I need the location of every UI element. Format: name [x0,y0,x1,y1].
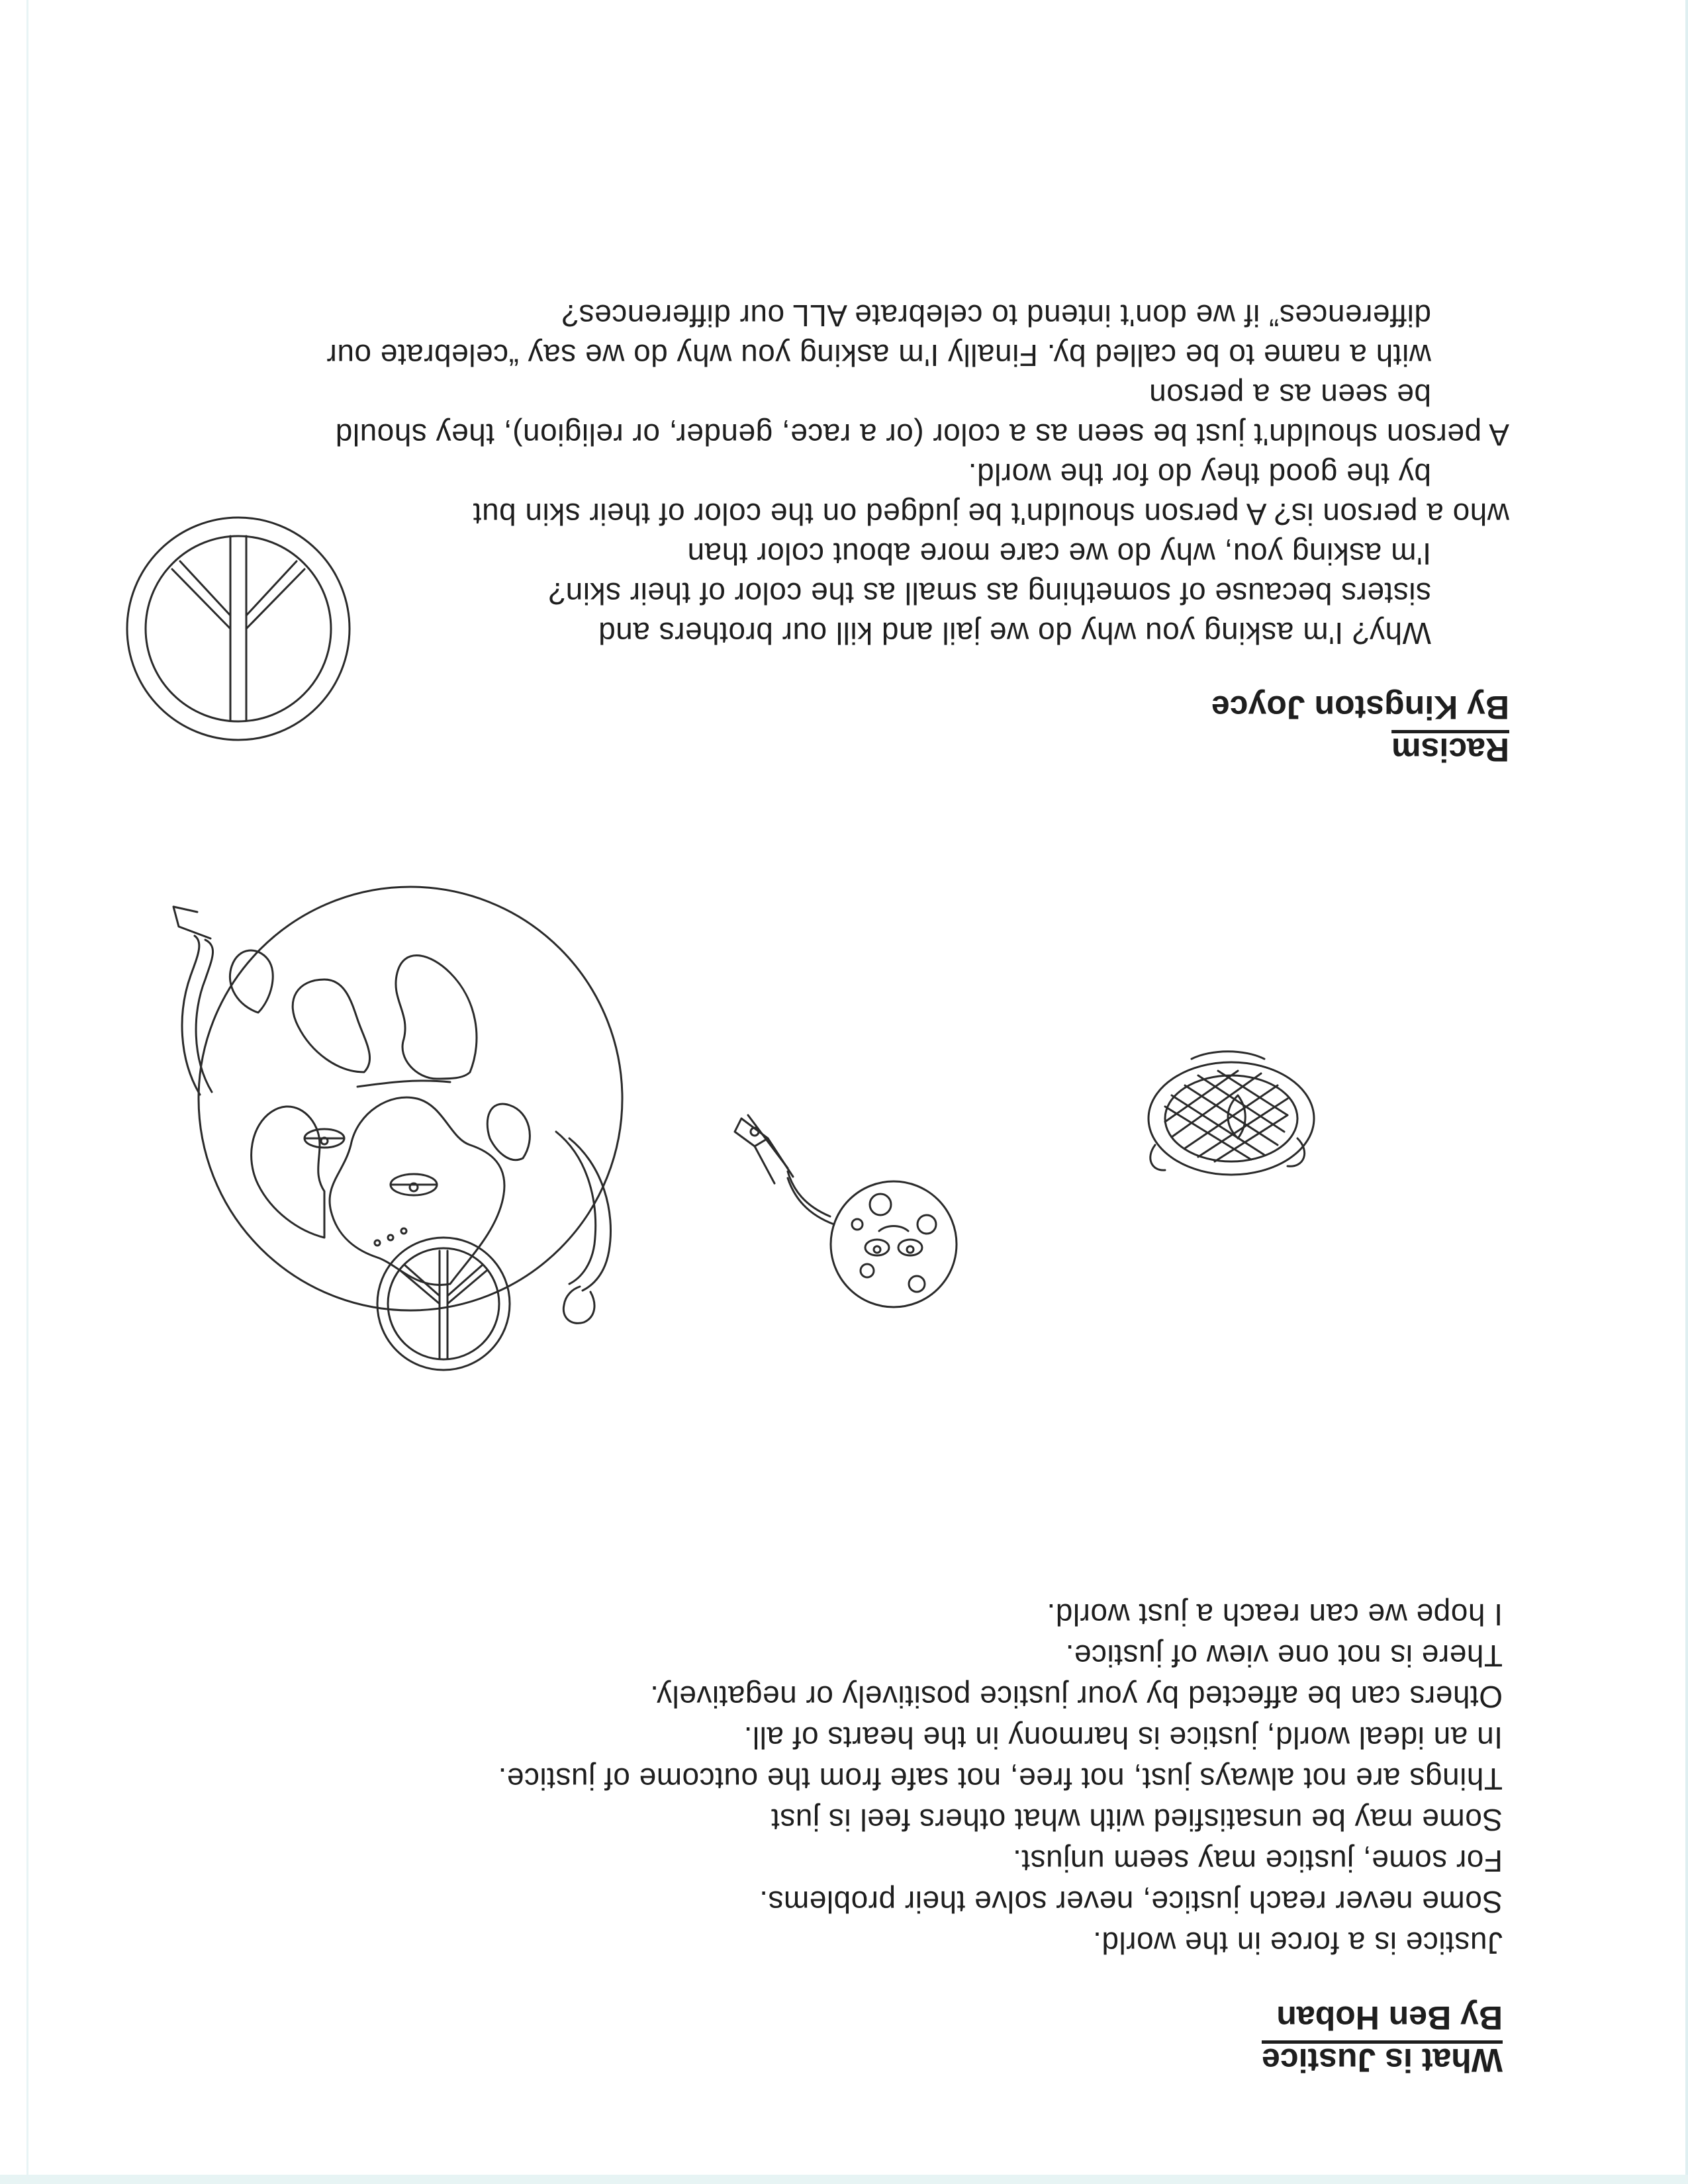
poem-line: Why? I'm asking you why do we jail and kill our brothers and [598,616,1431,651]
poem-author: By Ben Hoban [1276,1999,1503,2036]
poem-line: sisters because of something as small as the color of their skin? [548,576,1431,611]
poem-line: be seen as a person [1149,378,1431,412]
poem-body [498,1594,1503,1964]
basketball-drawing-icon [1125,1039,1324,1185]
poem-line: For some, justice may seem unjust. [1012,1844,1503,1878]
poem-author: By Kingston Joyce [1211,689,1509,726]
poem-line: Some never reach justice, never solve their problems. [759,1885,1503,1919]
scan-edge-top [0,2175,1688,2184]
poem-line: There is not one view of justice. [1065,1639,1503,1673]
poem-line: with a name to be called by. Finally I'm asking you why do we say “celebrate our [326,338,1431,373]
scan-edge-right [26,0,28,2184]
poem-body [326,296,1509,653]
poem-line: In an ideal world, justice is harmony in the hearts of all. [743,1721,1503,1755]
poem-line: by the good they do for the world. [968,457,1431,492]
scan-edge-left [1685,0,1688,2184]
poem-line: differences” if we don't intend to celebrate ALL our differences? [561,298,1431,333]
poem-line: Justice is a force in the world. [1092,1926,1503,1960]
poem-line: I hope we can reach a just world. [1047,1598,1503,1632]
poem-line: Others can be affected by your justice positively or negatively. [649,1680,1503,1714]
poem-line: Things are not always just, not free, not safe from the outcome of justice. [498,1762,1503,1796]
poem-line: I'm asking you, why do we care more about color than [686,537,1431,571]
poem-title: Racism [1391,731,1509,768]
poem-line: who a person is? A person shouldn't be judged on the color of their skin but [473,497,1509,531]
poem-racism [326,296,1509,771]
cookie-character-drawing-icon [728,1105,966,1357]
poem-what-is-justice [498,1594,1503,2081]
poem-line: A person shouldn't just be seen as a color (or a race, gender, or religion), they should [335,418,1509,452]
poem-title: What is Justice [1262,2042,1503,2079]
peace-sign-drawing-icon [371,1231,516,1377]
poem-line: Some may be unsatisfied with what others feel is just [771,1803,1503,1837]
peace-sign-drawing-icon [119,510,357,748]
